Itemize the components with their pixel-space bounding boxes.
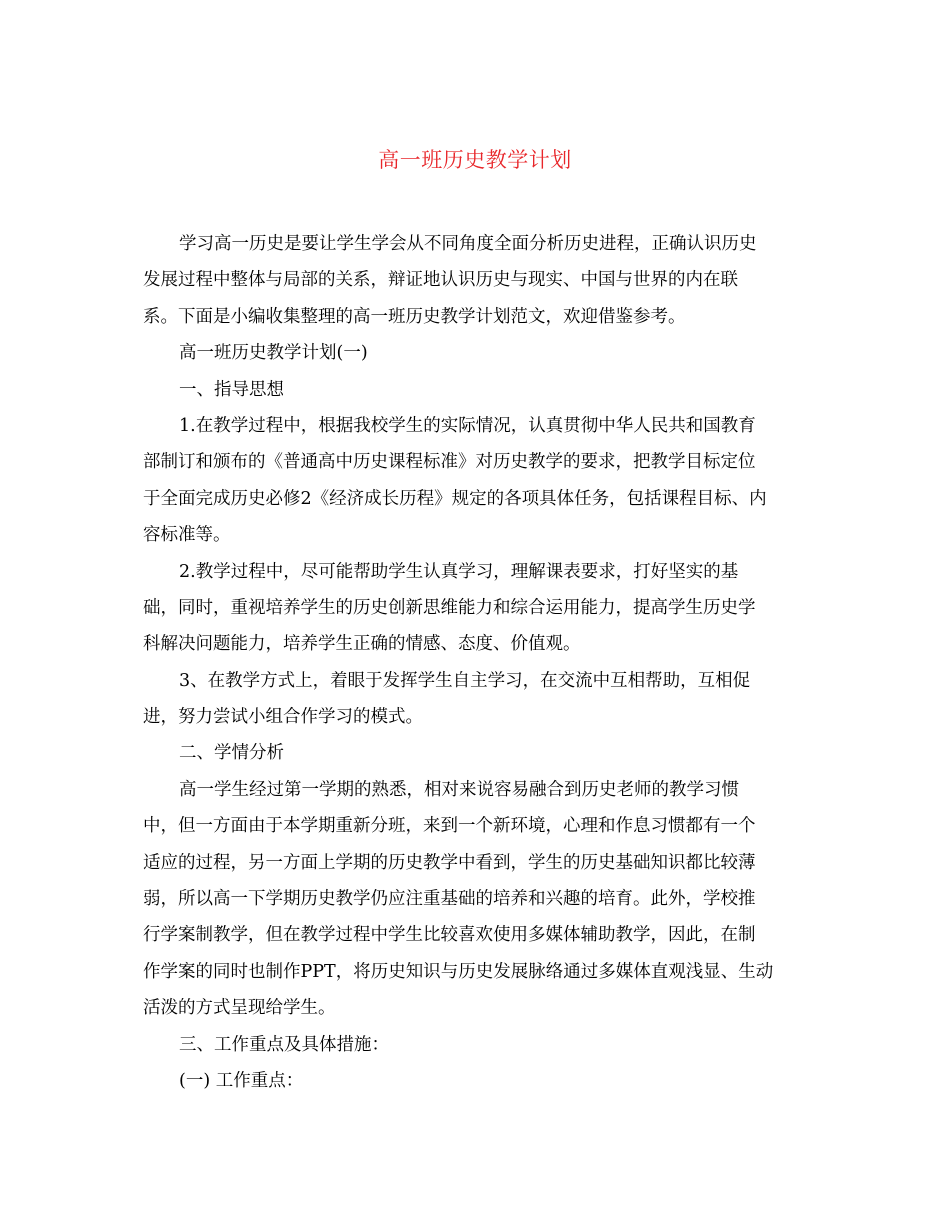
paragraph-line: 1.在教学过程中，根据我校学生的实际情况，认真贯彻中华人民共和国教育 [179, 415, 756, 436]
paragraph-line: 适应的过程，另一方面上学期的历史教学中看到，学生的历史基础知识都比较薄 [143, 852, 756, 873]
paragraph-line: 作学案的同时也制作PPT，将历史知识与历史发展脉络通过多媒体直观浅显、生动 [143, 961, 774, 982]
paragraph-line: 部制订和颁布的《普通高中历史课程标准》对历史教学的要求，把教学目标定位 [143, 452, 756, 473]
paragraph-line: 础，同时，重视培养学生的历史创新思维能力和综合运用能力，提高学生历史学 [143, 597, 756, 618]
subsection-heading: (一) 工作重点： [179, 1070, 304, 1091]
paragraph-line: 科解决问题能力，培养学生正确的情感、态度、价值观。 [143, 634, 581, 655]
document-body [143, 226, 808, 1099]
section-heading: 一、指导思想 [179, 379, 284, 400]
section-heading: 三、工作重点及具体措施： [179, 1034, 389, 1055]
paragraph-line: 行学案制教学，但在教学过程中学生比较喜欢使用多媒体辅助教学，因此，在制 [143, 925, 756, 946]
paragraph-line: 于全面完成历史必修2《经济成长历程》规定的各项具体任务，包括课程目标、内 [143, 488, 767, 509]
paragraph-line: 弱，所以高一下学期历史教学仍应注重基础的培养和兴趣的培育。此外，学校推 [143, 889, 756, 910]
paragraph-line: 高一学生经过第一学期的熟悉，相对来说容易融合到历史老师的教学习惯 [179, 779, 739, 800]
paragraph-line: 系。下面是小编收集整理的高一班历史教学计划范文，欢迎借鉴参考。 [143, 306, 686, 327]
paragraph-line: 进，努力尝试小组合作学习的模式。 [143, 707, 423, 728]
paragraph-line: 3、在教学方式上，着眼于发挥学生自主学习，在交流中互相帮助，互相促 [179, 670, 751, 691]
paragraph-line: 容标准等。 [143, 525, 231, 546]
section-heading: 高一班历史教学计划(一) [179, 343, 368, 364]
section-heading: 二、学情分析 [179, 743, 284, 764]
paragraph-line: 中，但一方面由于本学期重新分班，来到一个新环境，心理和作息习惯都有一个 [143, 816, 756, 837]
paragraph-line: 学习高一历史是要让学生学会从不同角度全面分析历史进程，正确认识历史 [179, 234, 757, 254]
document-title: 高一班历史教学计划 [378, 148, 572, 172]
paragraph-line: 活泼的方式呈现给学生。 [143, 998, 336, 1019]
paragraph-line: 2.教学过程中，尽可能帮助学生认真学习，理解课表要求，打好坚实的基 [179, 561, 739, 582]
paragraph-line: 发展过程中整体与局部的关系，辩证地认识历史与现实、中国与世界的内在联 [143, 270, 738, 291]
